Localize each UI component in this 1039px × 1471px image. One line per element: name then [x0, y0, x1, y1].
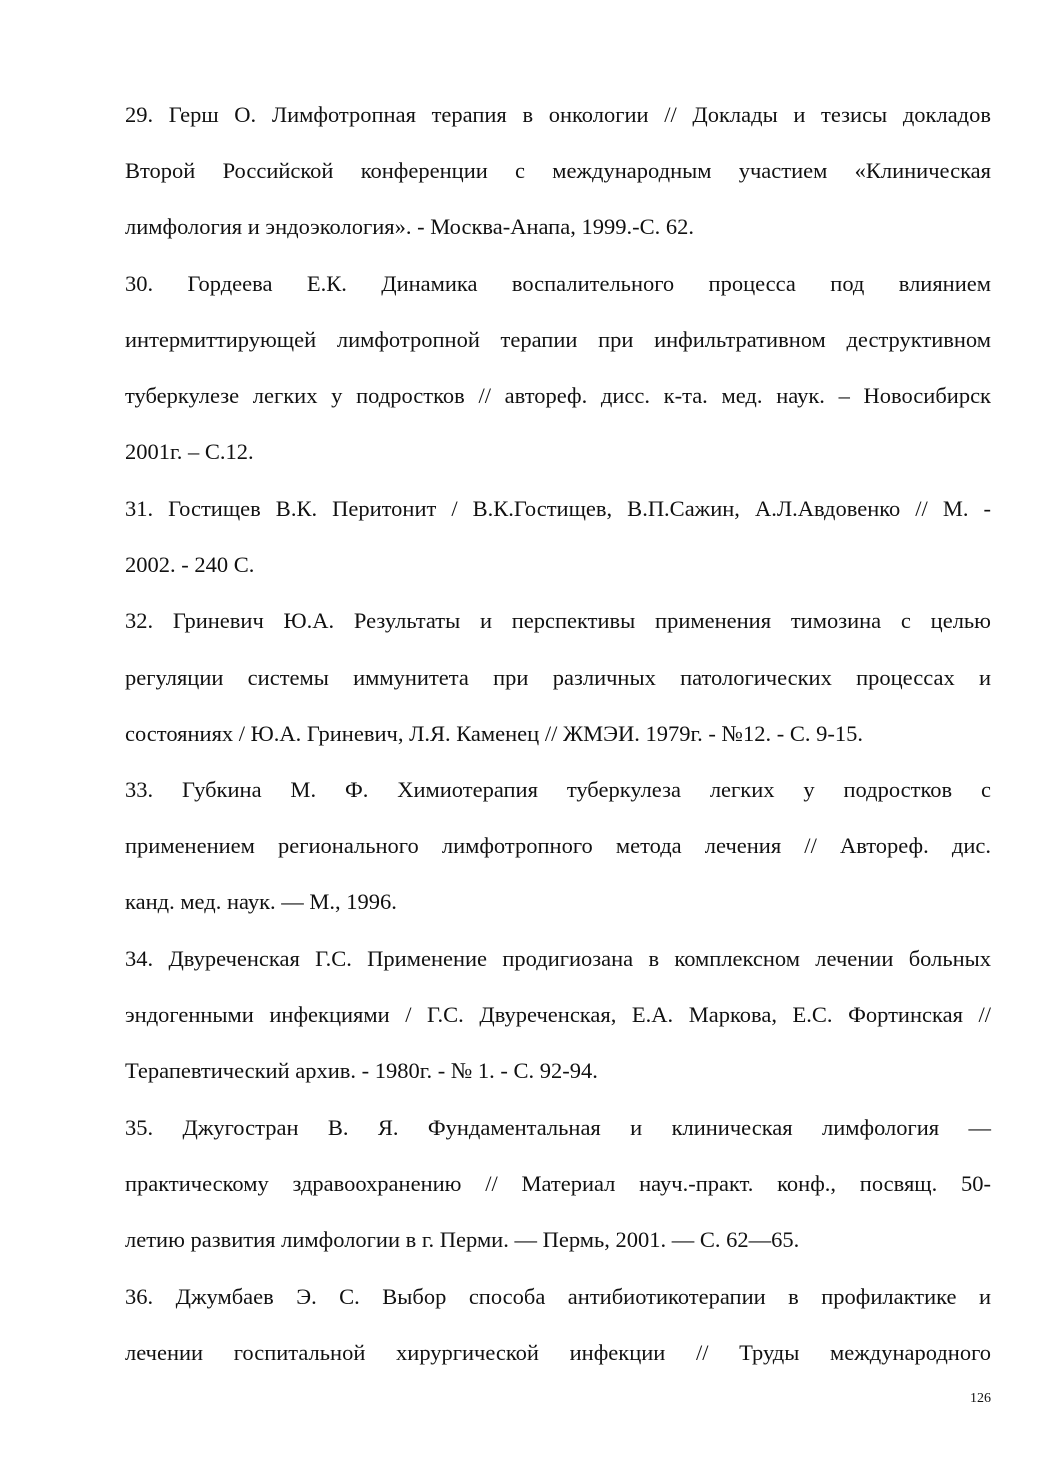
entry-30-line-1: 30. Гордеева Е.К. Динамика воспалительного процесса под влиянием	[125, 271, 991, 296]
entry-34-line-2: эндогенными инфекциями / Г.С. Двуреченская, Е.А. Маркова, Е.С. Фортинская //	[125, 1002, 991, 1027]
entry-36-line-1: 36. Джумбаев Э. С. Выбор способа антибиотикотерапии в профилактике и	[125, 1284, 991, 1309]
entry-35-line-2: практическому здравоохранению // Материал науч.-практ. конф., посвящ. 50-	[125, 1171, 991, 1196]
entry-30-line-4: 2001г. – С.12.	[125, 439, 254, 464]
page-number: 126	[970, 1391, 991, 1406]
entry-35-line-1: 35. Джугостран В. Я. Фундаментальная и клиническая лимфология —	[125, 1115, 991, 1140]
entry-30-line-3: туберкулезе легких у подростков // автореф. дисс. к-та. мед. наук. – Новосибирск	[125, 383, 991, 408]
entry-32-line-1: 32. Гриневич Ю.А. Результаты и перспективы применения тимозина с целью	[125, 608, 991, 633]
entry-33-line-1: 33. Губкина М. Ф. Химиотерапия туберкулеза легких у подростков с	[125, 777, 991, 802]
entry-33-line-2: применением регионального лимфотропного метода лечения // Автореф. дис.	[125, 833, 991, 858]
entry-32-line-3: состояниях / Ю.А. Гриневич, Л.Я. Каменец // ЖМЭИ. 1979г. - №12. - С. 9-15.	[125, 721, 863, 746]
entry-29-line-1: 29. Герш О. Лимфотропная терапия в онкологии // Доклады и тезисы докладов	[125, 102, 991, 127]
entry-33-line-3: канд. мед. наук. — М., 1996.	[125, 889, 397, 914]
entry-29-line-3: лимфология и эндоэкология». - Москва-Анапа, 1999.-С. 62.	[125, 214, 694, 239]
entry-31-line-1: 31. Гостищев В.К. Перитонит / В.К.Гостищев, В.П.Сажин, А.Л.Авдовенко // М. -	[125, 496, 991, 521]
entry-30-line-2: интермиттирующей лимфотропной терапии при инфильтративном деструктивном	[125, 327, 991, 352]
entry-34-line-1: 34. Двуреченская Г.С. Применение продигиозана в комплексном лечении больных	[125, 946, 991, 971]
entry-36-line-2: лечении госпитальной хирургической инфекции // Труды международного	[125, 1340, 991, 1365]
entry-35-line-3: летию развития лимфологии в г. Перми. — Пермь, 2001. — С. 62—65.	[125, 1227, 800, 1252]
entry-34-line-3: Терапевтический архив. - 1980г. - № 1. - С. 92-94.	[125, 1058, 598, 1083]
entry-29-line-2: Второй Российской конференции с международным участием «Клиническая	[125, 158, 991, 183]
entry-31-line-2: 2002. - 240 С.	[125, 552, 255, 577]
entry-32-line-2: регуляции системы иммунитета при различных патологических процессах и	[125, 665, 991, 690]
